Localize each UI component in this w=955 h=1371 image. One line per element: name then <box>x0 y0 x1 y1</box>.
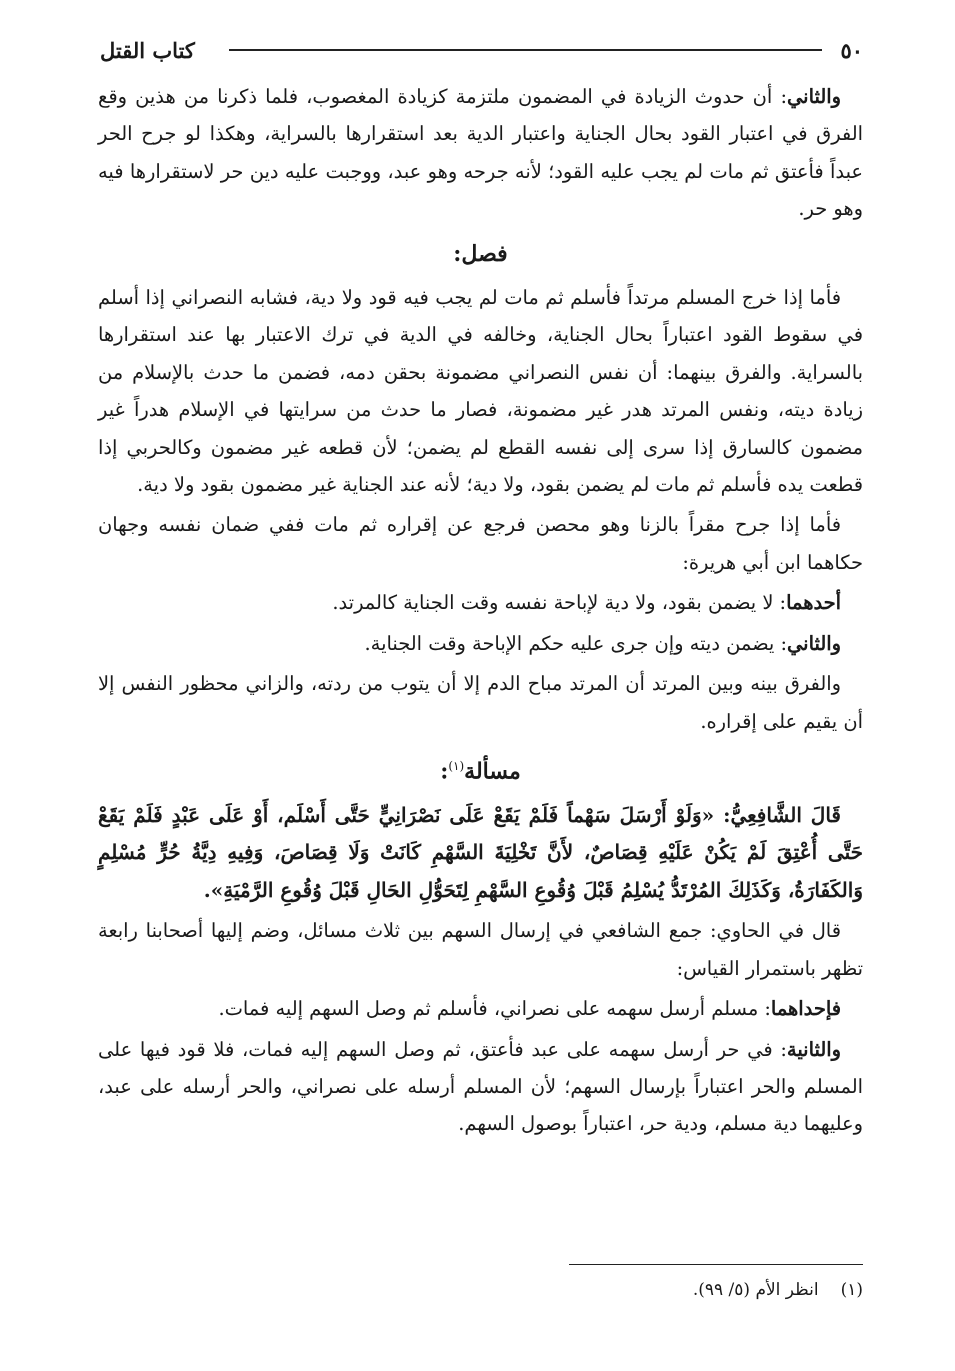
paragraph-label: والثاني <box>787 85 841 108</box>
paragraph-label: أحدهما <box>786 591 841 615</box>
paragraph-label: فإحداهما <box>770 997 841 1021</box>
section-heading-masala <box>98 748 863 791</box>
footnote-divider <box>569 1264 863 1265</box>
shafii-quote: قَالَ الشَّافِعِيُّ: «وَلَوْ أَرْسَلَ سَهْماً فَلَمْ يَقَعْ عَلَى نَصْرَانِيٍّ حَتَّى أَسْلَم، أَوْ عَلَى عَبْدٍ فَلَمْ يَقَعْ حَتَّى أُعْتِقَ لَمْ يَكُنْ عَلَيْهِ قِصَاصٌ، لأَنَّ تَخْلِيَةَ السَّهْمِ كَانَتْ وَلَا قِصَاصَ، وَفِيهِ دِيَّةُ حُرٍّ مُسْلِمٍ وَالكَفَارَةُ، وَكَذَلِكَ المُرْتَدُّ يُسْلِمُ قَبْلَ وُقُوعِ السَّهْمِ لِتَحَوُّلِ الحَالِ قَبْلَ وُقُوعِ الرَّمْيَةِ». <box>98 802 863 902</box>
footnote-text: انظر الأم (٥/ ٩٩). <box>692 1280 819 1300</box>
paragraph-difference: والفرق بينه وبين المرتد أن المرتد مباح الدم إلا أن يتوب من ردته، والزاني محظور النفس إلا أن يقيم على إقراره. <box>98 672 863 733</box>
paragraph-apostate: فأما إذا خرج المسلم مرتداً فأسلم ثم مات لم يجب فيه قود ولا دية، فشابه النصراني إذا أسلم في سقوط القود اعتباراً بحال الجناية، وخالفه في الدية في ترك الاعتبار بها عند استقرارها بالسراية. والفرق بينهما: أن نفس النصراني مضمونة بحقن دمه، فضمن ما حدث بالإسلام من زيادة ديته، ونفس المرتد هدر غير مضمونة، فصار ما حدث من سرايتها في الإسلام هدراً غير مضمون كالسارق إذا سرى إلى نفسه القطع لم يضمن؛ لأن قطعه غير مضمون وكالحربي إذا قطعت يده فأسلم ثم مات لم يضمن بقود، ولا دية؛ لأنه عند الجناية غير مضمون بقود ولا دية. <box>98 286 863 497</box>
paragraph-second-opinion <box>98 625 863 662</box>
page-body <box>98 78 863 1143</box>
header-rule <box>229 49 823 51</box>
footnote-number: (١) <box>840 1280 863 1300</box>
heading-text: مسألة <box>464 758 521 785</box>
paragraph-text: : يضمن ديته وإن جرى عليه حكم الإباحة وقت الجناية. <box>364 631 788 655</box>
paragraph-adulterer: فأما إذا جرح مقراً بالزنا وهو محصن فرجع عن إقراره ثم مات ففي ضمان نفسه وجهان حكاهما ابن أبي هريرة: <box>98 513 863 574</box>
section-heading-fasl: فصل: <box>453 240 508 267</box>
footnote-ref: (١) <box>448 758 465 773</box>
page-header <box>100 32 863 68</box>
heading-colon: : <box>440 758 449 785</box>
page-number: ٥٠ <box>840 37 863 63</box>
paragraph-text: : لا يضمن بقود، ولا دية لإباحة نفسه وقت الجناية كالمرتد. <box>332 591 787 615</box>
paragraph-text: : أن حدوث الزيادة في المضمون ملتزمة كزيادة المغصوب، فلما ذكرنا من هذين وقع الفرق في اعتبار القود بحال الجناية واعتبار الدية بعد استقرارها بالسراية، وهكذا لو جرح الحر عبداً فأعتق ثم مات لم يجب عليه القود؛ لأنه جرحه وهو عبد، ووجبت عليه دين حر لاستقرارها فيه وهو حر. <box>98 85 863 221</box>
footnote <box>98 1276 863 1304</box>
paragraph-label: والثانية <box>786 1037 841 1061</box>
paragraph-second-case <box>98 1031 863 1143</box>
chapter-title: كتاب القتل <box>100 37 195 63</box>
paragraph-text: : مسلم أرسل سهمه على نصراني، فأسلم ثم وصل السهم إليه فمات. <box>218 997 771 1021</box>
paragraph-first-case <box>98 990 863 1027</box>
paragraph-hawi: قال في الحاوي: جمع الشافعي في إرسال السهم بين ثلاث مسائل، وضم إليها أصحابنا رابعة تظهر باستمرار القياس: <box>98 919 863 980</box>
paragraph-second-view <box>98 78 863 228</box>
paragraph-text: : في حر أرسل سهمه على عبد فأعتق، ثم وصل السهم إليه فمات، فلا قود فيها على المسلم والحر اعتباراً بإرسال السهم؛ لأن المسلم أرسله على نصراني، والحر أرسله على عبد، وعليهما دية مسلم، ودية حر، اعتباراً بوصول السهم. <box>98 1037 863 1136</box>
paragraph-first-opinion <box>98 584 863 621</box>
paragraph-label: والثاني <box>787 631 841 655</box>
